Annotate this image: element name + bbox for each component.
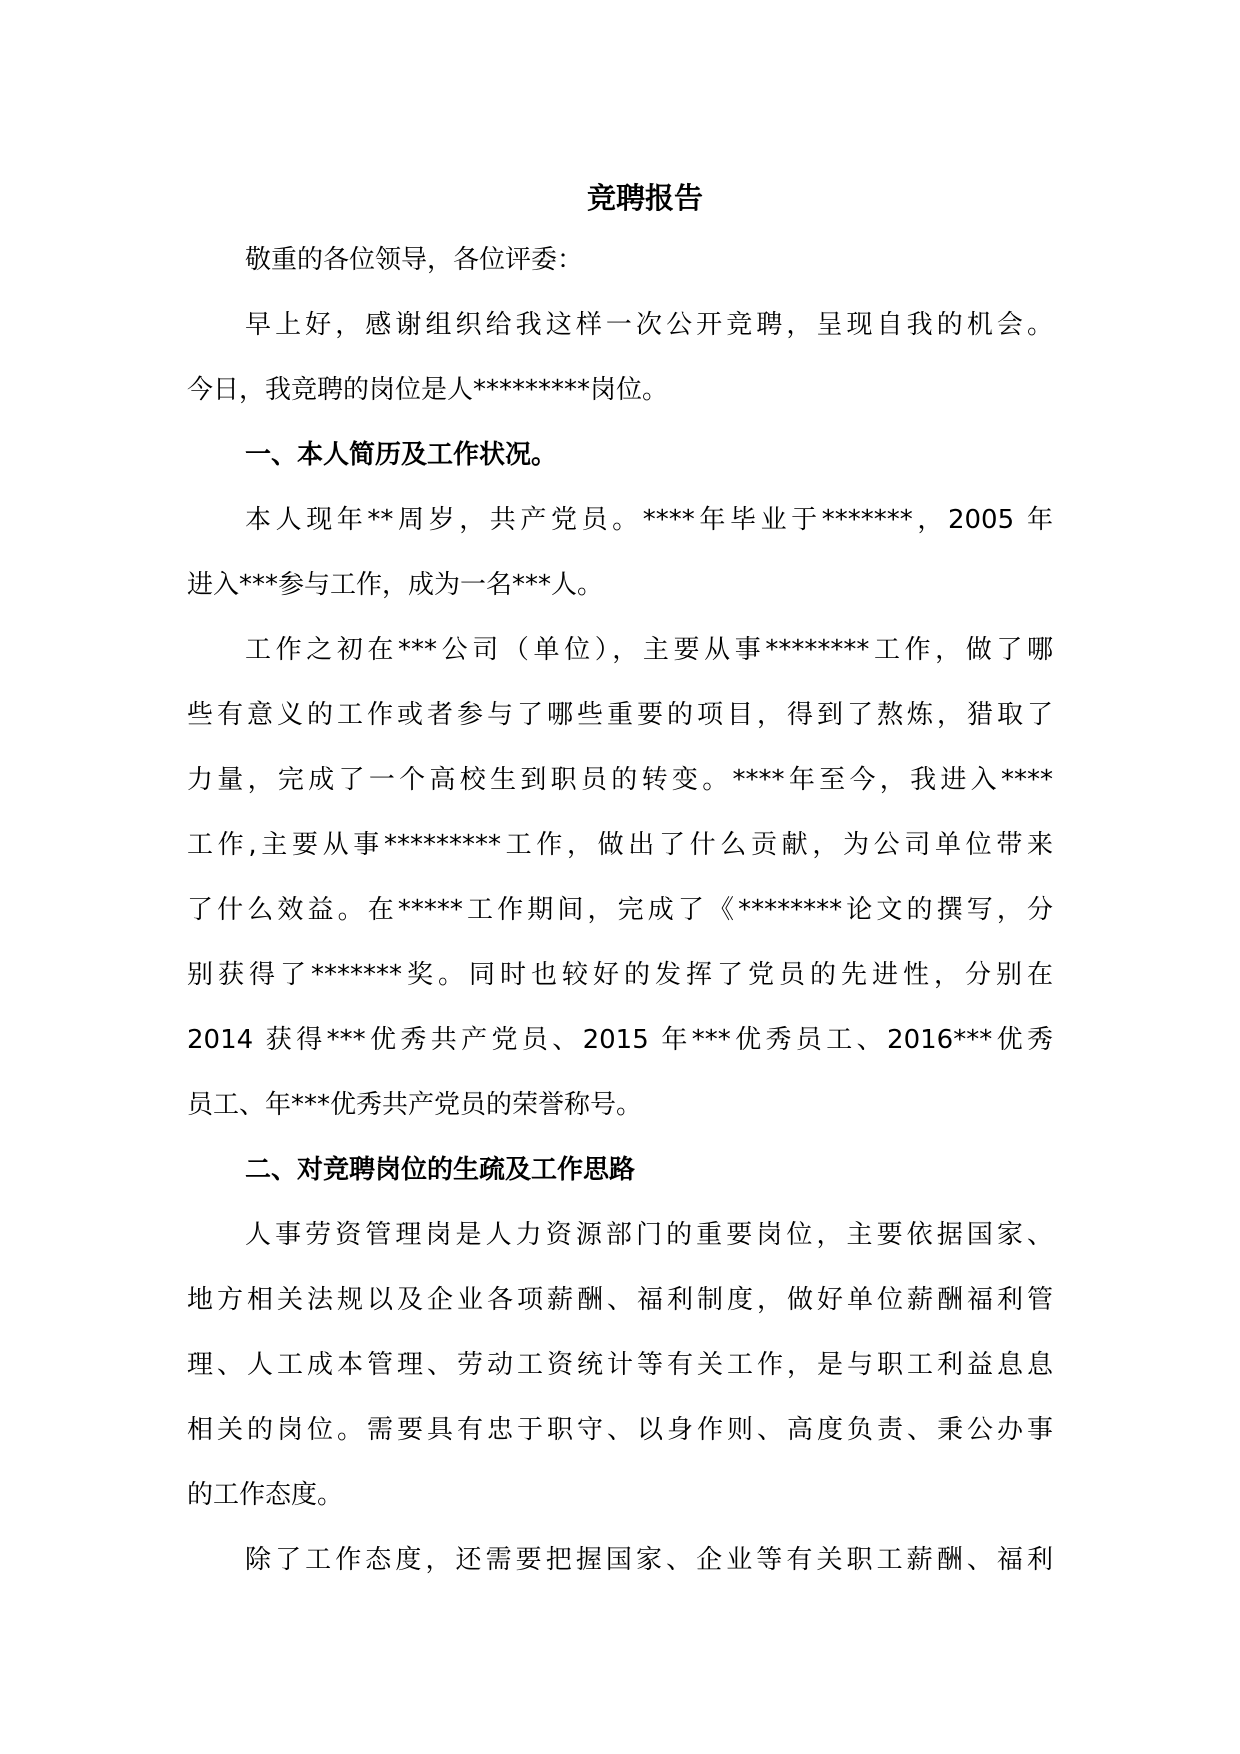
paragraph-line: 今日，我竞聘的岗位是人*********岗位。 xyxy=(187,375,669,405)
paragraph-line: 2014 获得***优秀共产党员、2015 年***优秀员工、2016***优秀 xyxy=(187,1025,1053,1055)
resume-paragraph xyxy=(187,488,1053,618)
paragraph-line: 除了工作态度，还需要把握国家、企业等有关职工薪酬、福利 xyxy=(245,1545,1053,1575)
paragraph-line: 相关的岗位。需要具有忠于职守、以身作则、高度负责、秉公办事 xyxy=(187,1415,1053,1445)
paragraph-line: 力量，完成了一个高校生到职员的转变。****年至今，我进入**** xyxy=(187,765,1053,795)
paragraph-line: 本人现年**周岁，共产党员。****年毕业于*******，2005 年 xyxy=(245,505,1053,535)
paragraph-line: 进入***参与工作，成为一名***人。 xyxy=(187,570,604,600)
work-history-paragraph xyxy=(187,618,1053,1138)
paragraph-line: 理、人工成本管理、劳动工资统计等有关工作，是与职工利益息息 xyxy=(187,1350,1053,1380)
position-paragraph xyxy=(187,1203,1053,1528)
paragraph-line: 早上好，感谢组织给我这样一次公开竞聘，呈现自我的机会。 xyxy=(245,310,1053,340)
paragraph-line: 的工作态度。 xyxy=(187,1480,344,1510)
document-title: 竞聘报告 xyxy=(586,181,703,215)
paragraph-line: 些有意义的工作或者参与了哪些重要的项目，得到了熬炼，猎取了 xyxy=(187,700,1053,730)
opening-paragraph xyxy=(187,293,1053,423)
paragraph-line: 了什么效益。在*****工作期间，完成了《********论文的撰写，分 xyxy=(187,895,1053,925)
paragraph-line: 别获得了*******奖。同时也较好的发挥了党员的先进性，分别在 xyxy=(187,960,1053,990)
paragraph-line: 人事劳资管理岗是人力资源部门的重要岗位，主要依据国家、 xyxy=(245,1220,1053,1250)
salutation-paragraph xyxy=(187,228,1053,293)
section-heading-1: 一、本人简历及工作状况。 xyxy=(245,440,558,470)
salutation-line: 敬重的各位领导，各位评委： xyxy=(245,245,584,275)
section-heading-2: 二、对竞聘岗位的生疏及工作思路 xyxy=(245,1155,636,1185)
paragraph-line: 地方相关法规以及企业各项薪酬、福利制度，做好单位薪酬福利管 xyxy=(187,1285,1053,1315)
requirements-paragraph xyxy=(187,1528,1053,1593)
paragraph-line: 工作,主要从事*********工作，做出了什么贡献，为公司单位带来 xyxy=(187,830,1053,860)
document-page xyxy=(187,168,1053,1593)
paragraph-line: 员工、年***优秀共产党员的荣誉称号。 xyxy=(187,1090,643,1120)
paragraph-line: 工作之初在***公司（单位），主要从事********工作，做了哪 xyxy=(245,635,1053,665)
